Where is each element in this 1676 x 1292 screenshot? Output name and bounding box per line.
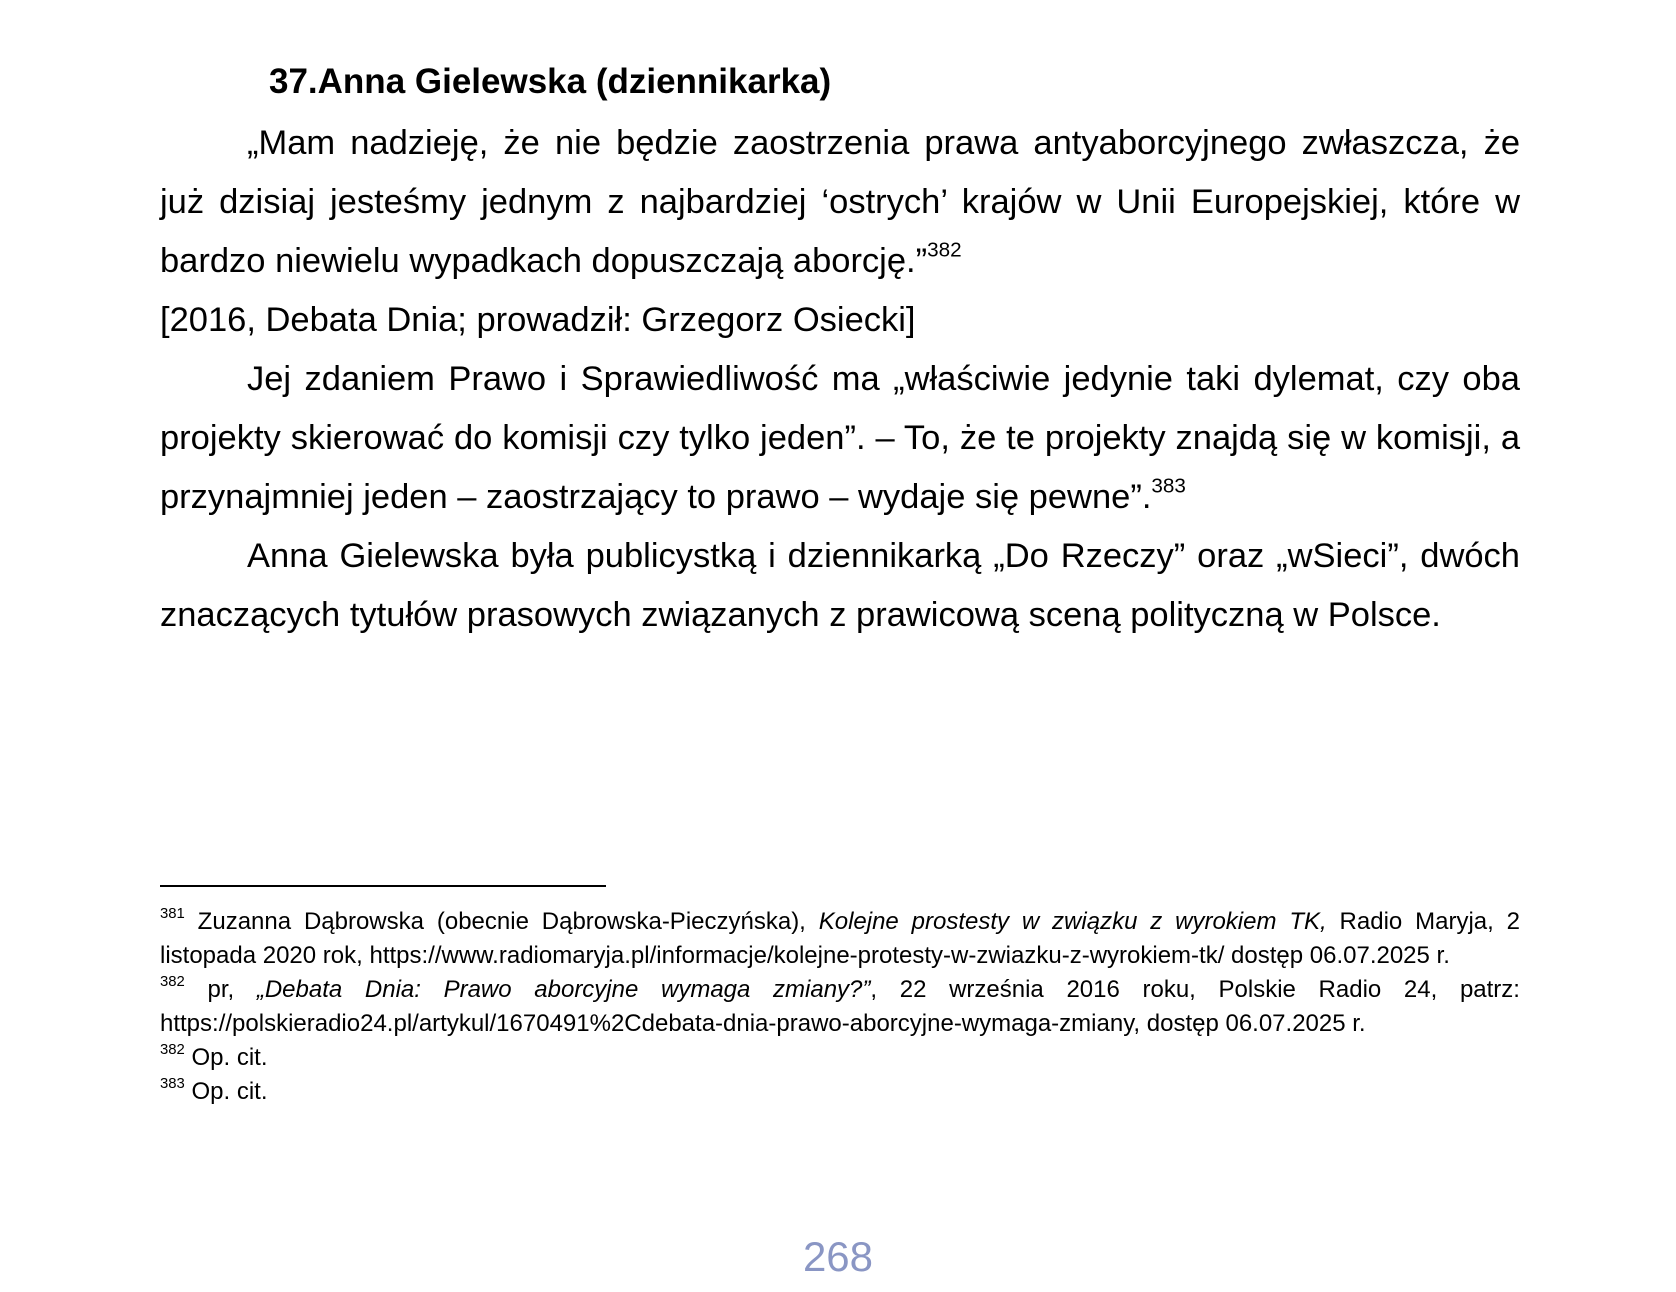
page-number: 268 <box>802 1233 874 1280</box>
footnotes-section <box>160 885 1520 1109</box>
footnote-text: Op. cit. <box>184 1044 268 1071</box>
footnote-number: 382 <box>160 973 185 990</box>
page-body <box>160 54 1520 645</box>
opinion-text: Jej zdaniem Prawo i Sprawiedliwość ma „właściwie jedynie taki dylemat, czy oba projekty skierować do komisji czy tylko jeden”. – To, że te projekty znajdą się w komisji, a przynajmniej jeden – zaostrzający to prawo – wydaje się pewne”. <box>160 360 1520 516</box>
footnote-text: Zuzanna Dąbrowska (obecnie Dąbrowska-Pieczyńska), <box>184 908 819 935</box>
footnote-text: pr, <box>184 976 257 1003</box>
section-heading: 37.Anna Gielewska (dziennikarka) <box>269 62 832 101</box>
footnote-title: „Debata Dnia: Prawo aborcyjne wymaga zmiany?” <box>256 976 871 1003</box>
footnote-382 <box>160 973 1520 1041</box>
footnote-382-opcit <box>160 1041 1520 1075</box>
footnote-text: , 22 września 2016 roku, Polskie Radio 24, patrz: https://polskieradio24.pl/artykul/1670491%2Cdebata-dnia-prawo-aborcyjne-wymaga-zmiany, dostęp 06.07.2025 r. <box>160 976 1520 1037</box>
footnote-separator <box>160 885 606 887</box>
quote-paragraph <box>160 114 1520 350</box>
quote-text: „Mam nadzieję, że nie będzie zaostrzenia prawa antyaborcyjnego zwłaszcza, że już dzisiaj jesteśmy jednym z najbardziej ‘ostrych’ krajów w Unii Europejskiej, które w bardzo niewielu wypadkach dopuszczają aborcję.” <box>160 124 1520 280</box>
quote-source: [2016, Debata Dnia; prowadził: Grzegorz Osiecki] <box>160 301 916 339</box>
footnote-text: Op. cit. <box>184 1078 268 1105</box>
footnote-number: 382 <box>160 1041 185 1058</box>
opinion-paragraph <box>160 350 1520 527</box>
bio-paragraph <box>160 527 1520 645</box>
footnote-number: 383 <box>160 1075 185 1092</box>
footnote-383 <box>160 1075 1520 1109</box>
bio-text: Anna Gielewska była publicystką i dziennikarką „Do Rzeczy” oraz „wSieci”, dwóch znaczących tytułów prasowych związanych z prawicową sceną polityczną w Polsce. <box>160 537 1520 634</box>
footnote-ref[interactable]: 382 <box>927 238 962 262</box>
footnote-ref[interactable]: 383 <box>1151 474 1186 498</box>
footnote-381 <box>160 905 1520 973</box>
footnote-number: 381 <box>160 905 185 922</box>
footnote-title: Kolejne prostesty w związku z wyrokiem TK, <box>818 908 1327 935</box>
footnote-text: Radio Maryja, 2 listopada 2020 rok, https://www.radiomaryja.pl/informacje/kolejne-protesty-w-zwiazku-z-wyrokiem-tk/ dostęp 06.07.2025 r. <box>160 908 1520 969</box>
